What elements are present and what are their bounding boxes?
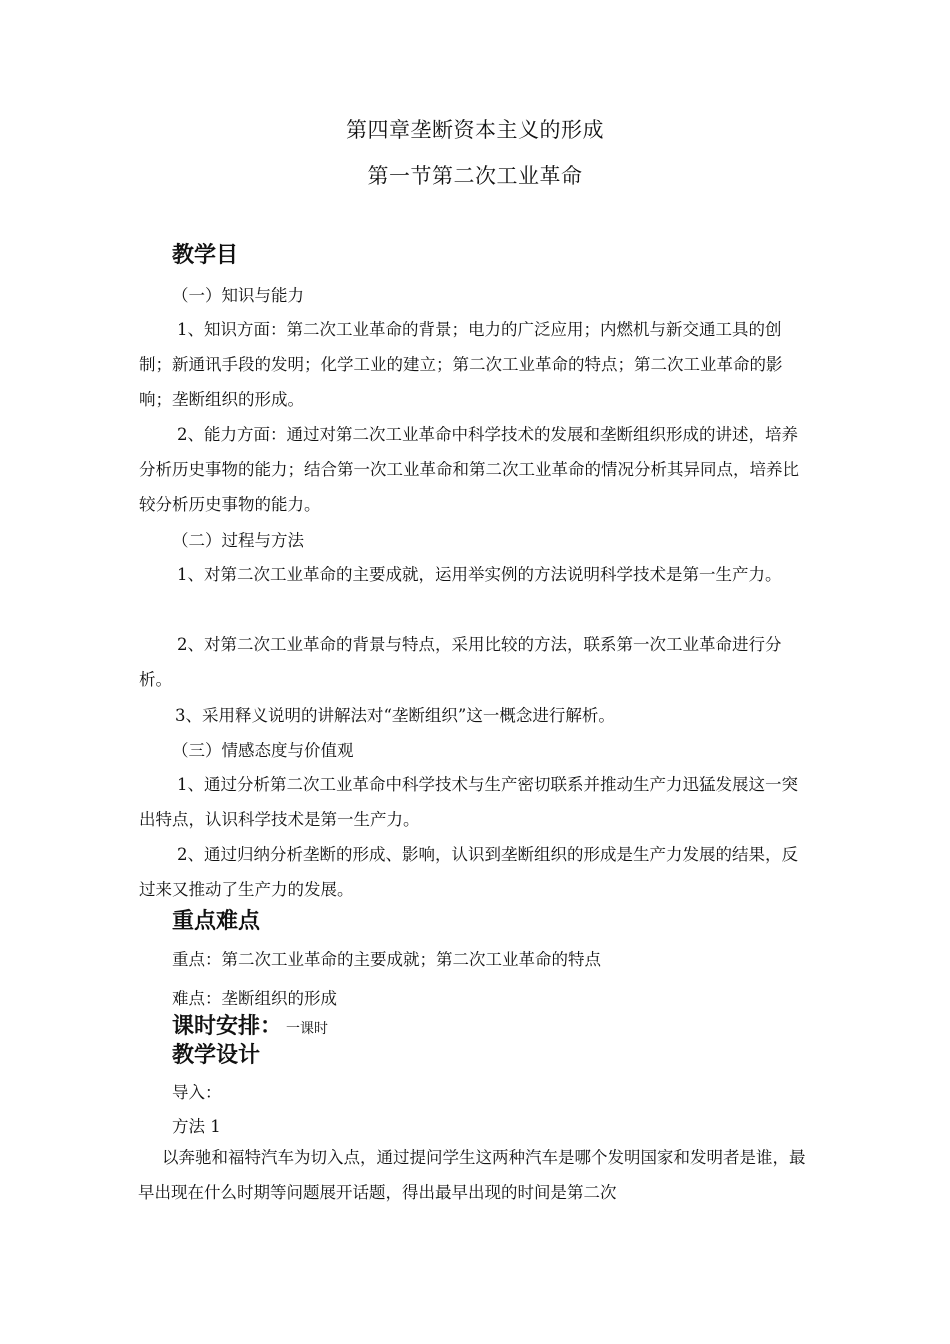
- knowledge-paragraph-1: 1、知识方面：第二次工业革命的背景；电力的广泛应用；内燃机与新交通工具的创制；新通讯手段的发明；化学工业的建立；第二次工业革命的特点；第二次工业革命的影响；垄断组织的形成。: [139, 320, 783, 409]
- difficult-point-text: 难点：垄断组织的形成: [172, 989, 337, 1008]
- key-points-heading: 重点难点: [172, 909, 261, 934]
- emotion-paragraph-2: 2、通过归纳分析垄断的形成、影响，认识到垄断组织的形成是生产力发展的结果，反过来又推动了生产力的发展。: [139, 845, 798, 899]
- process-heading: （二）过程与方法: [172, 531, 304, 550]
- schedule-label: 课时安排：: [172, 1014, 283, 1039]
- chapter-title: 第四章垄断资本主义的形成: [346, 118, 604, 142]
- emotion-paragraph-1: 1、通过分析第二次工业革命中科学技术与生产密切联系并推动生产力迅猛发展这一突出特点，认识科学技术是第一生产力。: [139, 775, 798, 829]
- key-point-text: 重点：第二次工业革命的主要成就；第二次工业革命的特点: [172, 950, 601, 969]
- knowledge-heading: （一）知识与能力: [172, 286, 304, 305]
- method-paragraph: 以奔驰和福特汽车为切入点，通过提问学生这两种汽车是哪个发明国家和发明者是谁，最早出现在什么时期等问题展开话题，得出最早出现的时间是第二次: [138, 1148, 806, 1202]
- method-label: 方法 1: [172, 1117, 221, 1136]
- section-title: 第一节第二次工业革命: [367, 164, 583, 188]
- process-paragraph-1: 1、对第二次工业革命的主要成就，运用举实例的方法说明科学技术是第一生产力。: [177, 565, 782, 584]
- process-paragraph-3: 3、采用释义说明的讲解法对“垄断组织”这一概念进行解析。: [175, 706, 615, 725]
- design-heading: 教学设计: [172, 1043, 261, 1068]
- intro-label: 导入：: [172, 1083, 222, 1102]
- emotion-heading: （三）情感态度与价值观: [172, 741, 354, 760]
- knowledge-paragraph-2: 2、能力方面：通过对第二次工业革命中科学技术的发展和垄断组织形成的讲述，培养分析历史事物的能力；结合第一次工业革命和第二次工业革命的情况分析其异同点，培养比较分析历史事物的能力。: [139, 425, 799, 514]
- objectives-heading: 教学目: [172, 243, 239, 268]
- schedule-value: 一课时: [286, 1021, 329, 1037]
- schedule-heading: [172, 1009, 328, 1040]
- process-paragraph-2: 2、对第二次工业革命的背景与特点，采用比较的方法，联系第一次工业革命进行分析。: [139, 635, 782, 689]
